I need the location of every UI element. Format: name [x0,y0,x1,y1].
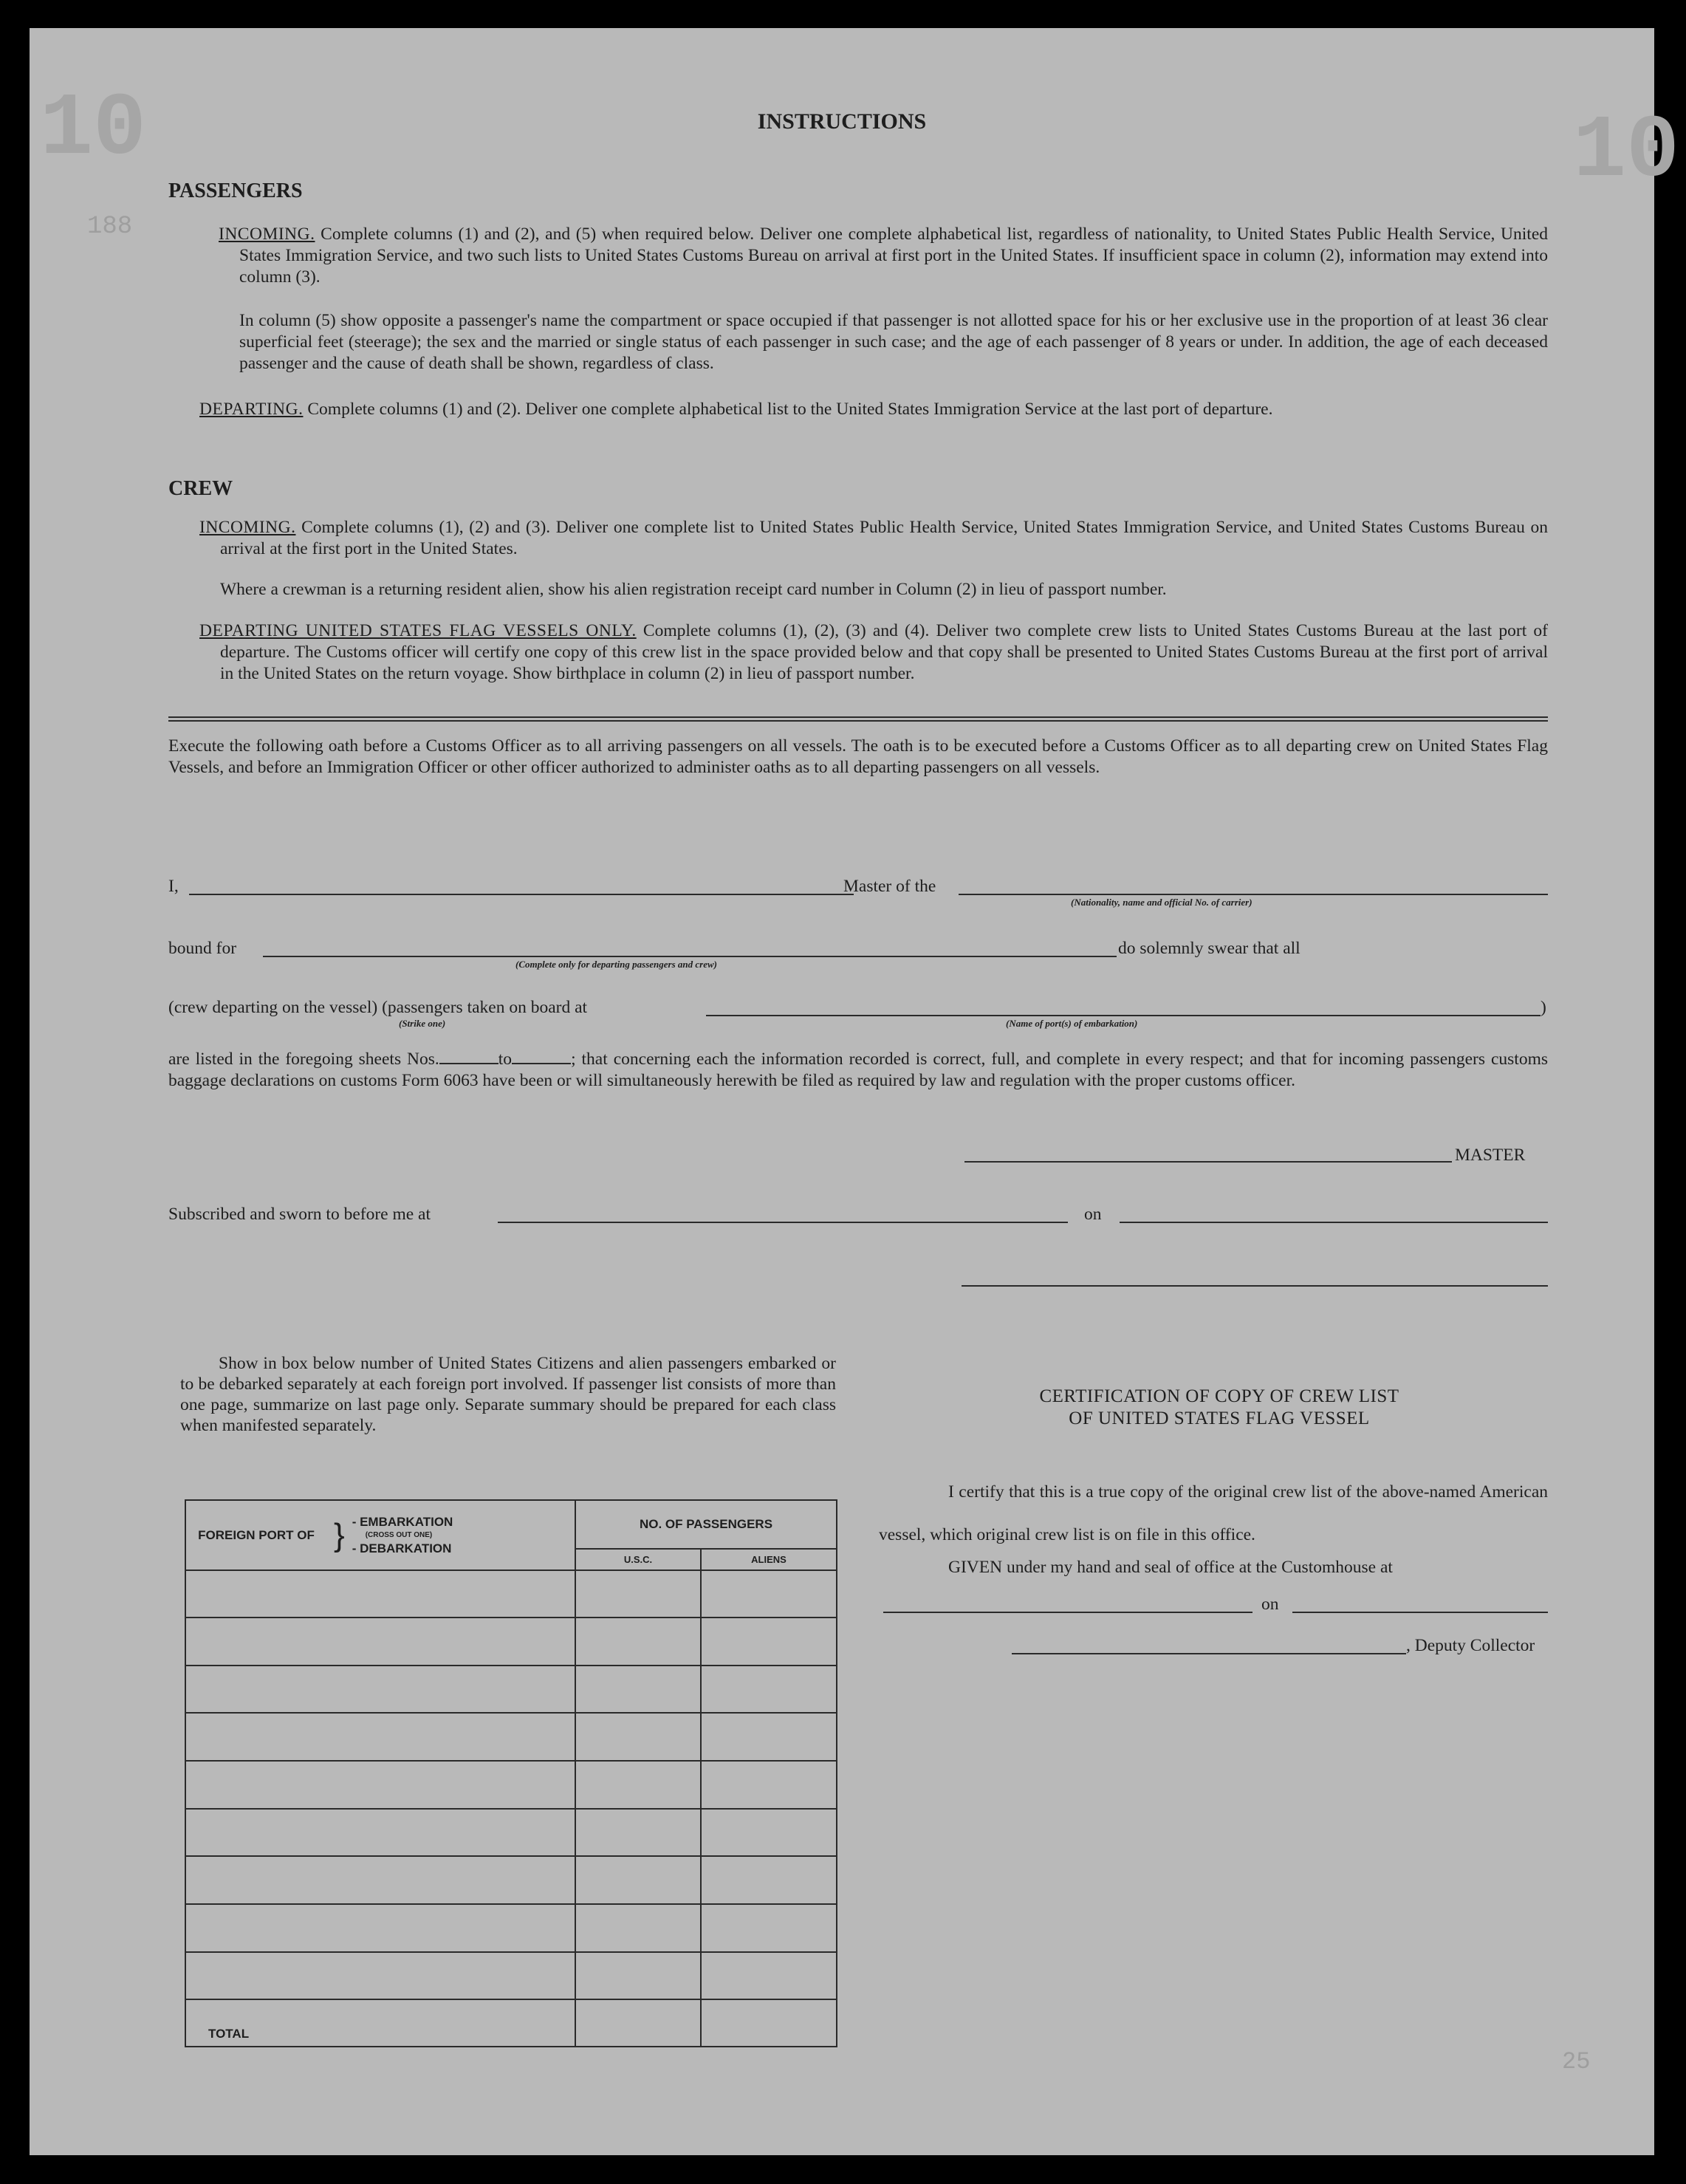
section-divider-double [168,720,1548,722]
aliens-cell[interactable] [701,1666,837,1714]
port-cell[interactable] [185,1952,575,2000]
master-signature-label: MASTER [1455,1146,1526,1165]
oath-sheets-post: ; that concerning each the information recorded is correct, full, and complete in every respect; and that for incoming passengers customs baggage declarations on customs Form 6063 have been or will simultaneously herewith be filed as required by law and regulation with the proper customs officer. [168,1050,1548,1090]
subscribed-place-field[interactable] [498,1222,1068,1223]
oath-master-of-label: Master of the [843,877,936,896]
passenger-summary-table [185,1499,837,2047]
port-cell[interactable] [185,1666,575,1714]
certification-date-field[interactable] [1292,1612,1548,1613]
bound-for-field[interactable] [263,956,1117,957]
aliens-header: ALIENS [701,1549,837,1571]
certification-title [891,1386,1548,1430]
subscribed-date-field[interactable] [1120,1222,1548,1223]
oath-i-label: I, [168,877,179,896]
summary-instructions: Show in box below number of United States Citizens and alien passengers embarked or to be debarked separately at each foreign port involved. If passenger list consists of more than one page, summarize on last page only. Separate summary should be prepared for each class when manifested separately. [180,1354,836,1435]
passengers-incoming-text: Complete columns (1) and (2), and (5) when required below. Deliver one complete alphabetical list, regardless of nationality, to United States Public Health Service, United States Immigration Service, and two such lists to United States Customs Bureau on arrival at first port in the United States. If insufficient space in column (2), information may extend into column (3). [239,225,1549,287]
embarkation-ports-field[interactable] [706,1015,1541,1016]
table-row [185,1570,837,1618]
table-row [185,1809,837,1857]
master-name-field[interactable] [189,894,854,895]
usc-cell[interactable] [575,1666,701,1714]
passengers-incoming-label: INCOMING. [219,225,315,244]
oath-intro: Execute the following oath before a Customs Officer as to all arriving passengers on all vessels. The oath is to be executed before a Customs Officer as to all departing crew on United States Flag Vessels, and before an Immigration Officer or other officer authorized to administer oaths as to all departing passengers on all vessels. [168,736,1548,777]
crew-heading: CREW [168,477,233,500]
passengers-heading: PASSENGERS [168,179,303,202]
customhouse-field[interactable] [883,1612,1252,1613]
usc-cell[interactable] [575,1856,701,1904]
port-cell[interactable] [185,1618,575,1666]
port-cell[interactable] [185,1904,575,1952]
usc-cell[interactable] [575,1952,701,2000]
section-divider [168,716,1548,718]
oath-crew-departing-label: (crew departing on the vessel) (passengers taken on board at [168,998,588,1017]
total-usc-cell[interactable] [575,1999,701,2047]
usc-cell[interactable] [575,1761,701,1809]
deputy-collector-signature-field[interactable] [1012,1653,1406,1654]
port-cell[interactable] [185,1856,575,1904]
usc-cell[interactable] [575,1904,701,1952]
usc-header: U.S.C. [575,1549,701,1571]
passengers-incoming-instruction [219,224,1548,288]
embarkation-label: - EMBARKATION [352,1514,453,1529]
margin-page-number-right: 10 [1573,102,1680,202]
table-row [185,1856,837,1904]
usc-cell[interactable] [575,1809,701,1857]
subscribed-on-label: on [1084,1205,1102,1224]
oath-sheets-pre: are listed in the foregoing sheets Nos. [168,1050,439,1069]
oath-close-paren: ) [1541,998,1546,1017]
oath-sheets-to: to [498,1050,513,1069]
crew-departing-text: Complete columns (1), (2), (3) and (4). Deliver two complete crew lists to United States Customs Bureau at the last port of departure. The Customs officer will certify one copy of this crew list in the space provided below and that copy shall be presented to United States Customs Bureau at the first port of arrival in the United States on the return voyage. Show birthplace in column (2) in lieu of passport number. [220,621,1548,683]
sheets-from-field[interactable] [439,1051,498,1064]
table-row [185,1761,837,1809]
usc-cell[interactable] [575,1713,701,1761]
aliens-cell[interactable] [701,1809,837,1857]
oath-bound-for-label: bound for [168,939,237,958]
strike-one-caption: (Strike one) [399,1018,446,1029]
total-label: TOTAL [185,1999,575,2047]
margin-bottom-number: 25 [1562,2048,1591,2075]
usc-cell[interactable] [575,1618,701,1666]
officer-signature-field[interactable] [962,1285,1548,1287]
cross-out-label: (CROSS OUT ONE) [365,1530,433,1539]
certification-on-label: on [1261,1595,1279,1614]
passengers-departing-label: DEPARTING. [199,400,304,419]
passengers-departing-text: Complete columns (1) and (2). Deliver one complete alphabetical list to the United States Immigration Service at the last port of departure. [307,400,1273,419]
carrier-caption: (Nationality, name and official No. of carrier) [1071,897,1252,908]
deputy-collector-label: , Deputy Collector [1406,1636,1535,1655]
page-title: INSTRUCTIONS [757,109,927,134]
certification-title-line2: OF UNITED STATES FLAG VESSEL [1069,1408,1370,1428]
margin-page-number-left: 10 [40,80,147,180]
aliens-cell[interactable] [701,1856,837,1904]
certification-certify-text: I certify that this is a true copy of the original crew list of the above-named American vessel, which original crew list is on file in this office. [879,1482,1548,1544]
ports-caption: (Name of port(s) of embarkation) [1006,1018,1138,1029]
crew-resident-instruction: Where a crewman is a returning resident alien, show his alien registration receipt card number in Column (2) in lieu of passport number. [220,580,1167,599]
aliens-cell[interactable] [701,1713,837,1761]
table-row [185,1952,837,2000]
table-row [185,1618,837,1666]
debarkation-label: - DEBARKATION [352,1541,452,1555]
port-cell[interactable] [185,1809,575,1857]
sheets-to-field[interactable] [512,1051,571,1064]
usc-cell[interactable] [575,1570,701,1618]
aliens-cell[interactable] [701,1570,837,1618]
margin-small-number: 188 [87,213,133,241]
passengers-departing-instruction [199,399,1548,420]
total-aliens-cell[interactable] [701,1999,837,2047]
document-page [30,28,1680,2155]
aliens-cell[interactable] [701,1904,837,1952]
crew-departing-instruction [199,620,1548,685]
table-row-total [185,1999,837,2047]
bound-for-caption: (Complete only for departing passengers and crew) [515,959,717,970]
crew-incoming-label: INCOMING. [199,518,296,537]
crew-departing-label: DEPARTING UNITED STATES FLAG VESSELS ONLY. [199,621,637,640]
crew-incoming-text: Complete columns (1), (2) and (3). Deliver one complete list to United States Public Health Service, United States Immigration Service, and United States Customs Bureau on arrival at the first port in the United States. [220,518,1548,558]
foreign-port-header: FOREIGN PORT OF [198,1527,315,1542]
table-row [185,1713,837,1761]
oath-swear-label: do solemnly swear that all [1118,939,1301,958]
master-signature-field[interactable] [964,1161,1452,1163]
aliens-cell[interactable] [701,1618,837,1666]
port-cell[interactable] [185,1570,575,1618]
subscribed-label: Subscribed and sworn to before me at [168,1205,431,1224]
aliens-cell[interactable] [701,1761,837,1809]
port-cell[interactable] [185,1761,575,1809]
certification-title-line1: CERTIFICATION OF COPY OF CREW LIST [1039,1386,1399,1406]
aliens-cell[interactable] [701,1952,837,2000]
carrier-field[interactable] [959,894,1548,895]
table-row [185,1904,837,1952]
certification-given-text: GIVEN under my hand and seal of office at the Customhouse at [948,1558,1393,1577]
port-header-cell [185,1500,575,1570]
no-passengers-header: NO. OF PASSENGERS [575,1500,837,1549]
oath-sheets-paragraph [168,1049,1548,1092]
brace-glyph: } [334,1516,345,1553]
crew-incoming-instruction [199,517,1548,560]
port-cell[interactable] [185,1713,575,1761]
passengers-column5-instruction: In column (5) show opposite a passenger's name the compartment or space occupied if that passenger is not allotted space for his or her exclusive use in the proportion of at least 36 clear superficial feet (steerage); the sex and the married or single status of each passenger in such case; and the age of each passenger of 8 years or under. In addition, the age of each deceased passenger and the cause of death shall be shown, regardless of class. [239,311,1548,373]
table-row [185,1666,837,1714]
